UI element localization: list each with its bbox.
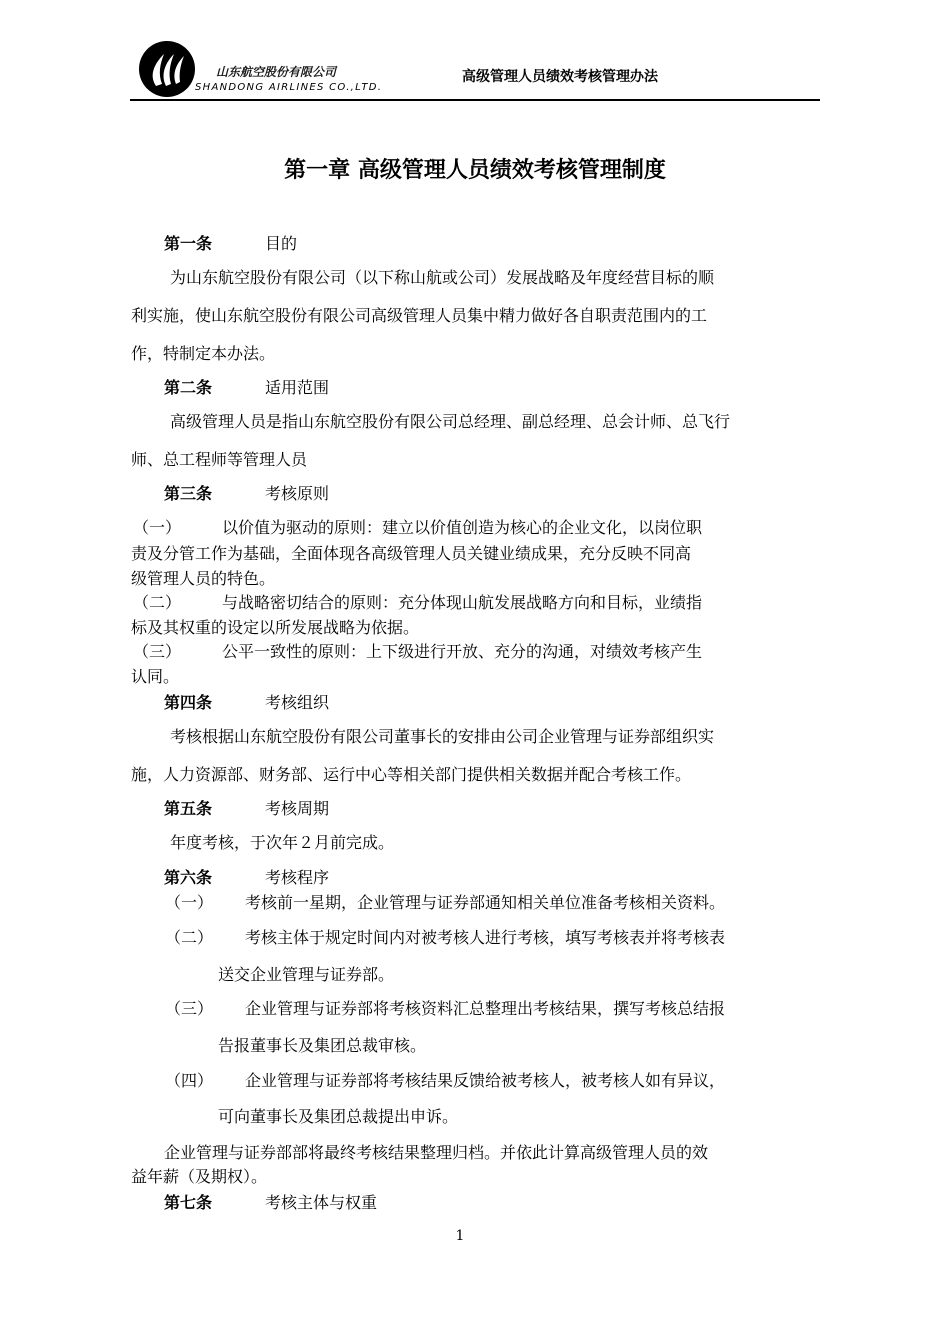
article-6-name: 考核程序 [265, 868, 330, 887]
article-4-name: 考核组织 [265, 693, 330, 712]
article-3-item-line: 与战略密切结合的原则：充分体现山航发展战略方向和目标，业绩指 [222, 593, 703, 612]
article-3-item-line: 责及分管工作为基础，全面体现各高级管理人员关键业绩成果，充分反映不同高 [131, 544, 692, 563]
article-1-line: 作，特制定本办法。 [131, 344, 276, 363]
chapter-title: 第一章 高级管理人员绩效考核管理制度 [284, 158, 666, 183]
header-divider [130, 99, 820, 101]
company-name-en: SHANDONG AIRLINES CO.,LTD. [195, 82, 383, 93]
article-6-number: 第六条 [164, 868, 213, 887]
article-6-item-line: 告报董事长及集团总裁审核。 [218, 1036, 427, 1055]
article-4-number: 第四条 [164, 693, 213, 712]
article-3-item-line: 级管理人员的特色。 [131, 569, 276, 588]
article-3-number: 第三条 [164, 484, 213, 503]
article-6-item-line: 考核前一星期，企业管理与证券部通知相关单位准备考核相关资料。 [245, 893, 726, 912]
company-name-cn: 山东航空股份有限公司 [216, 65, 337, 79]
article-3-name: 考核原则 [265, 484, 330, 503]
article-6-closing-line: 企业管理与证券部部将最终考核结果整理归档。并依此计算高级管理人员的效 [164, 1143, 709, 1162]
article-3-item-line: 以价值为驱动的原则：建立以价值创造为核心的企业文化，以岗位职 [222, 518, 703, 537]
article-1-line: 利实施，使山东航空股份有限公司高级管理人员集中精力做好各自职责范围内的工 [131, 306, 708, 325]
article-5-number: 第五条 [164, 799, 213, 818]
article-6-item-line: 送交企业管理与证券部。 [218, 965, 395, 984]
article-2-number: 第二条 [164, 378, 213, 397]
article-2-line: 师、总工程师等管理人员 [131, 450, 308, 469]
article-6-item-line: 企业管理与证券部将考核结果反馈给被考核人，被考核人如有异议， [245, 1071, 726, 1090]
article-5-name: 考核周期 [265, 799, 330, 818]
article-2-line: 高级管理人员是指山东航空股份有限公司总经理、副总经理、总会计师、总飞行 [170, 412, 731, 431]
article-1-number: 第一条 [164, 234, 213, 253]
article-6-item-mark: （二） [165, 928, 214, 947]
shandong-airlines-logo-icon [138, 40, 196, 98]
article-5-line: 年度考核，于次年２月前完成。 [170, 833, 395, 852]
article-6-item-mark: （一） [165, 893, 214, 912]
article-3-item-mark: （一） [133, 518, 182, 537]
article-6-item-line: 可向董事长及集团总裁提出申诉。 [218, 1107, 459, 1126]
article-2-name: 适用范围 [265, 378, 330, 397]
article-3-item-line: 认同。 [131, 667, 180, 686]
article-6-item-line: 考核主体于规定时间内对被考核人进行考核，填写考核表并将考核表 [245, 928, 726, 947]
article-3-item-line: 标及其权重的设定以所发展战略为依据。 [131, 618, 420, 637]
article-6-item-mark: （四） [165, 1071, 214, 1090]
article-3-item-line: 公平一致性的原则：上下级进行开放、充分的沟通，对绩效考核产生 [222, 642, 703, 661]
article-1-name: 目的 [265, 234, 298, 253]
article-6-item-line: 企业管理与证券部将考核资料汇总整理出考核结果，撰写考核总结报 [245, 999, 726, 1018]
article-7-name: 考核主体与权重 [265, 1193, 378, 1212]
article-3-item-mark: （三） [133, 642, 182, 661]
article-7-number: 第七条 [164, 1193, 213, 1212]
article-1-line: 为山东航空股份有限公司（以下称山航或公司）发展战略及年度经营目标的顺 [170, 268, 715, 287]
header-doc-title: 高级管理人员绩效考核管理办法 [462, 69, 658, 85]
article-6-item-mark: （三） [165, 999, 214, 1018]
article-4-line: 考核根据山东航空股份有限公司董事长的安排由公司企业管理与证券部组织实 [170, 727, 715, 746]
article-4-line: 施，人力资源部、财务部、运行中心等相关部门提供相关数据并配合考核工作。 [131, 765, 692, 784]
page-number: 1 [455, 1228, 465, 1244]
article-3-item-mark: （二） [133, 593, 182, 612]
article-6-closing-line: 益年薪（及期权）。 [131, 1167, 268, 1186]
